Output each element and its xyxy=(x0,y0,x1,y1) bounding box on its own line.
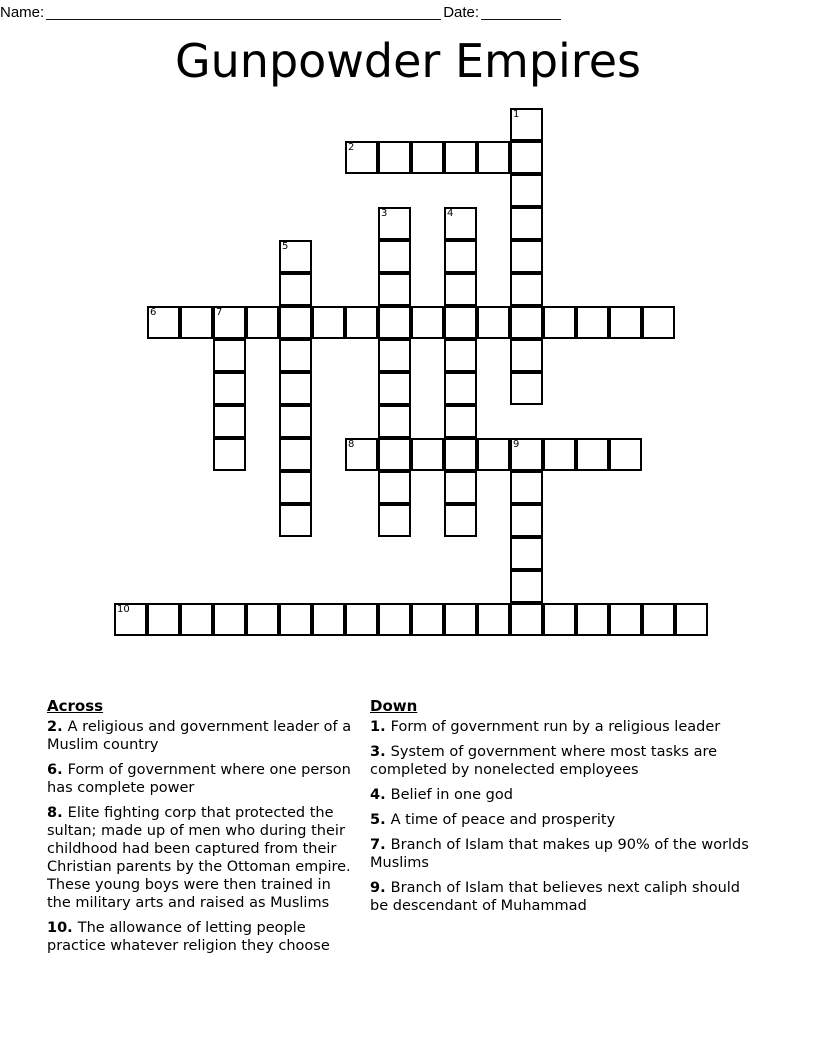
grid-cell[interactable] xyxy=(444,504,477,537)
clue-item xyxy=(370,718,755,736)
grid-cell[interactable] xyxy=(279,240,312,273)
grid-cell[interactable] xyxy=(444,372,477,405)
grid-cell[interactable] xyxy=(345,438,378,471)
grid-cell[interactable] xyxy=(279,306,312,339)
clue-number: 1. xyxy=(370,719,391,735)
grid-cell[interactable] xyxy=(279,471,312,504)
clue-text: Branch of Islam that believes next caliph should be descendant of Muhammad xyxy=(370,880,740,914)
page-title: Gunpowder Empires xyxy=(175,34,641,88)
grid-cell[interactable] xyxy=(444,240,477,273)
grid-cell[interactable] xyxy=(345,603,378,636)
grid-cell[interactable] xyxy=(411,603,444,636)
grid-cell[interactable] xyxy=(378,438,411,471)
cell-number: 8 xyxy=(348,439,355,450)
grid-cell[interactable] xyxy=(378,306,411,339)
date-label: Date: xyxy=(443,4,480,21)
grid-cell[interactable] xyxy=(510,339,543,372)
grid-cell[interactable] xyxy=(444,306,477,339)
clue-text: The allowance of letting people practice whatever religion they choose xyxy=(47,920,330,954)
grid-cell[interactable] xyxy=(312,306,345,339)
grid-cell[interactable] xyxy=(543,438,576,471)
grid-cell[interactable] xyxy=(444,339,477,372)
down-clues-column xyxy=(365,697,765,922)
grid-cell[interactable] xyxy=(279,504,312,537)
clue-text: Branch of Islam that makes up 90% of the worlds Muslims xyxy=(370,837,749,871)
grid-cell[interactable] xyxy=(477,141,510,174)
grid-cell[interactable] xyxy=(213,339,246,372)
clue-text: System of government where most tasks are completed by nonelected employees xyxy=(370,744,718,778)
clue-number: 2. xyxy=(47,719,68,735)
grid-cell[interactable] xyxy=(576,306,609,339)
across-clues-column xyxy=(0,697,365,962)
clue-item xyxy=(47,804,353,912)
cell-number: 6 xyxy=(150,307,157,318)
grid-cell[interactable] xyxy=(510,570,543,603)
clue-item xyxy=(370,879,755,915)
grid-cell[interactable] xyxy=(378,339,411,372)
grid-cell[interactable] xyxy=(345,306,378,339)
clue-text: Form of government run by a religious leader xyxy=(390,719,721,735)
grid-cell[interactable] xyxy=(444,141,477,174)
grid-cell[interactable] xyxy=(510,438,543,471)
grid-cell[interactable] xyxy=(147,603,180,636)
clue-item xyxy=(370,836,755,872)
grid-cell[interactable] xyxy=(279,372,312,405)
grid-cell[interactable] xyxy=(444,438,477,471)
grid-cell[interactable] xyxy=(510,108,543,141)
grid-cell[interactable] xyxy=(279,603,312,636)
grid-cell[interactable] xyxy=(213,306,246,339)
grid-cell[interactable] xyxy=(576,603,609,636)
grid-cell[interactable] xyxy=(444,207,477,240)
clue-number: 3. xyxy=(370,744,391,760)
grid-cell[interactable] xyxy=(543,603,576,636)
grid-cell[interactable] xyxy=(510,504,543,537)
clue-number: 6. xyxy=(47,762,68,778)
grid-cell[interactable] xyxy=(510,273,543,306)
grid-cell[interactable] xyxy=(609,603,642,636)
grid-cell[interactable] xyxy=(411,306,444,339)
grid-cell[interactable] xyxy=(510,471,543,504)
grid-cell[interactable] xyxy=(444,273,477,306)
cell-number: 4 xyxy=(447,208,454,219)
grid-cell[interactable] xyxy=(378,372,411,405)
grid-cell[interactable] xyxy=(477,603,510,636)
grid-cell[interactable] xyxy=(642,306,675,339)
grid-cell[interactable] xyxy=(345,141,378,174)
grid-cell[interactable] xyxy=(180,603,213,636)
grid-cell[interactable] xyxy=(279,438,312,471)
grid-cell[interactable] xyxy=(510,174,543,207)
grid-cell[interactable] xyxy=(279,339,312,372)
cell-number: 10 xyxy=(117,604,130,615)
grid-cell[interactable] xyxy=(312,603,345,636)
grid-cell[interactable] xyxy=(378,603,411,636)
grid-cell[interactable] xyxy=(642,603,675,636)
grid-cell[interactable] xyxy=(411,438,444,471)
grid-cell[interactable] xyxy=(510,141,543,174)
grid-cell[interactable] xyxy=(378,504,411,537)
grid-cell[interactable] xyxy=(444,471,477,504)
clue-item xyxy=(370,811,755,829)
clue-text: A time of peace and prosperity xyxy=(390,812,616,828)
clue-text: Belief in one god xyxy=(390,787,513,803)
clue-number: 8. xyxy=(47,805,68,821)
clue-number: 4. xyxy=(370,787,391,803)
grid-cell[interactable] xyxy=(213,603,246,636)
clue-number: 7. xyxy=(370,837,391,853)
grid-cell[interactable] xyxy=(444,603,477,636)
grid-cell[interactable] xyxy=(543,306,576,339)
grid-cell[interactable] xyxy=(510,537,543,570)
clue-text: Form of government where one person has complete power xyxy=(47,762,351,796)
grid-cell[interactable] xyxy=(378,207,411,240)
cell-number: 9 xyxy=(513,439,520,450)
grid-cell[interactable] xyxy=(675,603,708,636)
grid-cell[interactable] xyxy=(213,405,246,438)
grid-cell[interactable] xyxy=(246,603,279,636)
grid-cell[interactable] xyxy=(510,240,543,273)
grid-cell[interactable] xyxy=(477,306,510,339)
down-clue-list xyxy=(370,718,755,915)
clue-item xyxy=(47,919,353,955)
down-heading: Down xyxy=(370,697,418,715)
cell-number: 1 xyxy=(513,109,520,120)
grid-cell[interactable] xyxy=(510,306,543,339)
cell-number: 3 xyxy=(381,208,388,219)
grid-cell[interactable] xyxy=(609,306,642,339)
name-label: Name: xyxy=(0,4,45,21)
clue-number: 10. xyxy=(47,920,78,936)
grid-cell[interactable] xyxy=(180,306,213,339)
grid-cell[interactable] xyxy=(279,405,312,438)
cell-number: 2 xyxy=(348,142,355,153)
across-heading: Across xyxy=(47,697,104,715)
clue-item xyxy=(370,786,755,804)
grid-cell[interactable] xyxy=(378,273,411,306)
grid-cell[interactable] xyxy=(378,141,411,174)
grid-cell[interactable] xyxy=(213,372,246,405)
grid-cell[interactable] xyxy=(147,306,180,339)
across-clue-list xyxy=(47,718,353,955)
grid-cell[interactable] xyxy=(510,372,543,405)
clue-text: Elite fighting corp that protected the sultan; made up of men who during their childhood had been captured from their Christian parents by the Ottoman empire. These young boys were then trained in the military arts and raised as Muslims xyxy=(47,805,351,911)
grid-cell[interactable] xyxy=(510,207,543,240)
clue-item xyxy=(47,761,353,797)
grid-cell[interactable] xyxy=(378,471,411,504)
cell-number: 5 xyxy=(282,241,289,252)
clue-item xyxy=(47,718,353,754)
clue-number: 9. xyxy=(370,880,391,896)
cell-number: 7 xyxy=(216,307,223,318)
grid-cell[interactable] xyxy=(609,438,642,471)
grid-cell[interactable] xyxy=(378,240,411,273)
grid-cell[interactable] xyxy=(378,405,411,438)
grid-cell[interactable] xyxy=(510,603,543,636)
grid-cell[interactable] xyxy=(444,405,477,438)
clue-text: A religious and government leader of a Muslim country xyxy=(47,719,352,753)
grid-cell[interactable] xyxy=(279,273,312,306)
clues-section xyxy=(0,697,816,962)
clue-item xyxy=(370,743,755,779)
grid-cell[interactable] xyxy=(246,306,279,339)
clue-number: 5. xyxy=(370,812,391,828)
grid-cell[interactable] xyxy=(411,141,444,174)
grid-cell[interactable] xyxy=(477,438,510,471)
grid-cell[interactable] xyxy=(576,438,609,471)
grid-cell[interactable] xyxy=(213,438,246,471)
grid-cell[interactable] xyxy=(114,603,147,636)
